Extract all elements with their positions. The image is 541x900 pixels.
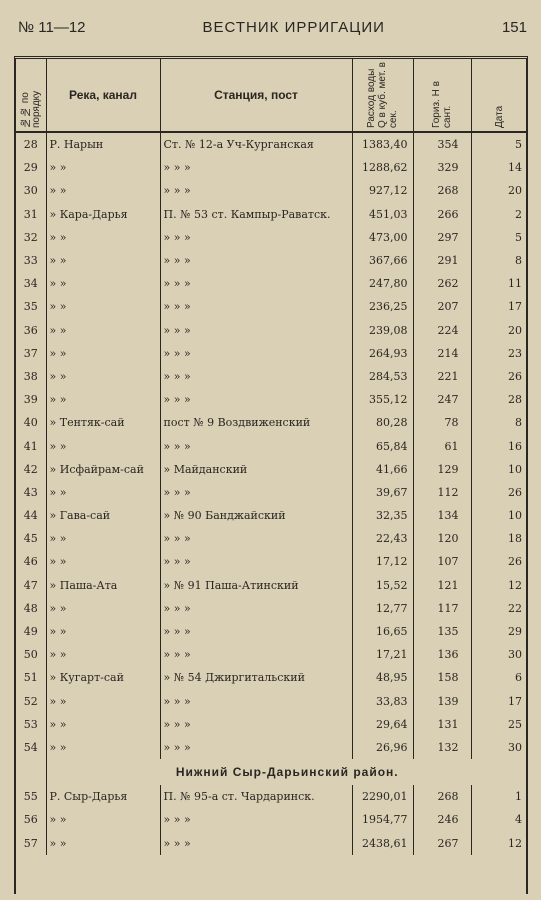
station-cell: » » » [160,808,352,831]
table-row [16,434,528,457]
gauge-cell: 61 [413,434,471,457]
discharge-cell: 17,21 [352,643,413,666]
river-cell: » Паша-Ата [46,574,160,597]
date-cell: 2 [515,207,522,221]
station-cell: » » » [160,481,352,504]
river-cell: » Тентяк-сай [46,411,160,434]
river-cell: » » [46,736,160,759]
date-cell: 1 [515,790,522,804]
discharge-cell: 247,80 [352,272,413,295]
river-cell: » » [46,342,160,365]
table-row [16,365,528,388]
discharge-cell: 26,96 [352,736,413,759]
row-number: 34 [16,272,46,295]
table-row [16,458,528,481]
date-cell: 30 [508,740,522,754]
station-cell: пост № 9 Воздвиженский [160,411,352,434]
table-row [16,736,528,759]
row-number: 36 [16,319,46,342]
river-cell: » Кугарт-сай [46,666,160,689]
table-row [16,179,528,202]
table-row [16,342,528,365]
river-cell: Р. Сыр-Дарья [46,785,160,808]
discharge-cell: 236,25 [352,295,413,318]
gauge-cell: 207 [413,295,471,318]
river-cell: » Исфайрам-сай [46,458,160,481]
date-cell: 25 [508,717,522,731]
date-cell: 16 [508,439,522,453]
table-row [16,319,528,342]
table-header-row [16,59,528,132]
table-row [16,690,528,713]
date-cell: 6 [515,671,522,685]
river-cell: » » [46,156,160,179]
river-cell: » » [46,527,160,550]
station-cell: » » » [160,272,352,295]
row-number: 51 [16,666,46,689]
discharge-cell: 2438,61 [352,831,413,854]
header-discharge: Расход воды Q в куб. мет. в сек. [352,59,413,132]
row-number: 31 [16,203,46,226]
discharge-cell: 32,35 [352,504,413,527]
row-number: 37 [16,342,46,365]
header-date: Дата [471,59,528,132]
station-cell: » № 54 Джиргитальский [160,666,352,689]
station-cell: » » » [160,226,352,249]
river-cell: » » [46,831,160,854]
date-cell: 5 [515,138,522,152]
station-cell: Ст. № 12-а Уч-Курганская [160,132,352,156]
discharge-cell: 12,77 [352,597,413,620]
date-cell: 8 [515,416,522,430]
river-cell: » » [46,365,160,388]
river-cell: » » [46,690,160,713]
row-number: 42 [16,458,46,481]
row-number: 28 [16,132,46,156]
gauge-cell: 262 [413,272,471,295]
station-cell: » » » [160,179,352,202]
river-cell: » » [46,643,160,666]
row-number: 45 [16,527,46,550]
gauge-cell: 329 [413,156,471,179]
gauge-cell: 158 [413,666,471,689]
row-number: 43 [16,481,46,504]
gauge-cell: 267 [413,831,471,854]
table-row [16,785,528,808]
date-cell: 8 [515,254,522,268]
row-number: 41 [16,434,46,457]
date-cell: 28 [508,393,522,407]
date-cell: 11 [508,277,522,291]
date-cell: 29 [508,625,522,639]
header-number: №№ по порядку [16,59,46,132]
station-cell: П. № 95-а ст. Чардаринск. [160,785,352,808]
river-cell: » » [46,226,160,249]
discharge-cell: 29,64 [352,713,413,736]
table-row [16,574,528,597]
row-number: 47 [16,574,46,597]
gauge-cell: 297 [413,226,471,249]
table-body-main [16,132,528,759]
gauge-cell: 129 [413,458,471,481]
station-cell: П. № 53 ст. Кампыр-Раватск. [160,203,352,226]
date-cell: 14 [508,161,522,175]
station-cell: » » » [160,365,352,388]
station-cell: » № 90 Банджайский [160,504,352,527]
station-cell: » » » [160,156,352,179]
gauge-cell: 268 [413,179,471,202]
running-head [18,14,527,40]
table-row [16,504,528,527]
river-cell: » » [46,388,160,411]
discharge-cell: 473,00 [352,226,413,249]
station-cell: » » » [160,527,352,550]
gauge-cell: 214 [413,342,471,365]
table-row [16,643,528,666]
station-cell: » » » [160,597,352,620]
discharge-cell: 1383,40 [352,132,413,156]
river-cell: » » [46,272,160,295]
table-row [16,249,528,272]
row-number: 32 [16,226,46,249]
date-cell: 12 [508,578,522,592]
gauge-cell: 134 [413,504,471,527]
discharge-cell: 1954,77 [352,808,413,831]
station-cell: » » » [160,736,352,759]
gauge-cell: 354 [413,132,471,156]
discharge-cell: 48,95 [352,666,413,689]
gauge-cell: 135 [413,620,471,643]
row-number: 49 [16,620,46,643]
gauge-cell: 117 [413,597,471,620]
discharge-cell: 17,12 [352,550,413,573]
date-cell: 20 [508,323,522,337]
river-cell: » » [46,319,160,342]
header-station: Станция, пост [160,59,352,132]
discharge-cell: 451,03 [352,203,413,226]
date-cell: 26 [508,485,522,499]
river-cell: » » [46,434,160,457]
table-row [16,527,528,550]
river-cell: Р. Нарын [46,132,160,156]
station-cell: » » » [160,295,352,318]
station-cell: » » » [160,249,352,272]
discharge-cell: 22,43 [352,527,413,550]
table-row [16,272,528,295]
date-cell: 5 [515,230,522,244]
station-cell: » » » [160,388,352,411]
station-cell: » » » [160,550,352,573]
discharge-cell: 239,08 [352,319,413,342]
gauge-cell: 139 [413,690,471,713]
row-number: 53 [16,713,46,736]
discharge-cell: 39,67 [352,481,413,504]
river-cell: » » [46,249,160,272]
date-cell: 10 [508,462,522,476]
section-title: Нижний Сыр-Дарьинский район. [175,765,399,780]
station-cell: » № 91 Паша-Атинский [160,574,352,597]
discharge-cell: 284,53 [352,365,413,388]
date-cell: 18 [508,532,522,546]
discharge-cell: 41,66 [352,458,413,481]
station-cell: » Майданский [160,458,352,481]
gauge-cell: 221 [413,365,471,388]
river-cell: » Гава-сай [46,504,160,527]
discharge-cell: 15,52 [352,574,413,597]
row-number: 48 [16,597,46,620]
station-cell: » » » [160,342,352,365]
river-cell: » » [46,713,160,736]
section-heading-row [16,759,528,785]
gauge-cell: 132 [413,736,471,759]
river-cell: » » [46,597,160,620]
row-number: 55 [16,785,46,808]
date-cell: 26 [508,369,522,383]
gauge-cell: 112 [413,481,471,504]
row-number: 33 [16,249,46,272]
row-number: 56 [16,808,46,831]
gauge-cell: 121 [413,574,471,597]
date-cell: 17 [508,694,522,708]
discharge-table [16,59,528,855]
discharge-cell: 367,66 [352,249,413,272]
date-cell: 20 [508,184,522,198]
discharge-cell: 927,12 [352,179,413,202]
date-cell: 17 [508,300,522,314]
row-number: 50 [16,643,46,666]
row-number: 40 [16,411,46,434]
date-cell: 12 [508,836,522,850]
station-cell: » » » [160,620,352,643]
station-cell: » » » [160,434,352,457]
journal-title: ВЕСТНИК ИРРИГАЦИИ [202,18,385,36]
river-cell: » » [46,550,160,573]
table-row [16,550,528,573]
station-cell: » » » [160,831,352,854]
discharge-cell: 2290,01 [352,785,413,808]
issue-number: № 11—12 [18,18,86,36]
table-row [16,620,528,643]
gauge-cell: 107 [413,550,471,573]
table-row [16,713,528,736]
row-number: 54 [16,736,46,759]
gauge-cell: 131 [413,713,471,736]
table-row [16,666,528,689]
row-number: 29 [16,156,46,179]
discharge-cell: 65,84 [352,434,413,457]
table-row [16,226,528,249]
station-cell: » » » [160,713,352,736]
gauge-cell: 291 [413,249,471,272]
discharge-cell: 264,93 [352,342,413,365]
table-row [16,831,528,854]
gauge-cell: 266 [413,203,471,226]
river-cell: » Кара-Дарья [46,203,160,226]
header-river: Река, канал [46,59,160,132]
table-row [16,295,528,318]
gauge-cell: 268 [413,785,471,808]
table-row [16,203,528,226]
row-number: 52 [16,690,46,713]
table-body-section [16,785,528,855]
date-cell: 4 [515,813,522,827]
page-number: 151 [501,18,527,36]
river-cell: » » [46,808,160,831]
row-number: 30 [16,179,46,202]
row-number: 46 [16,550,46,573]
table-row [16,808,528,831]
table-row [16,132,528,156]
gauge-cell: 247 [413,388,471,411]
date-cell: 22 [508,601,522,615]
discharge-cell: 33,83 [352,690,413,713]
table-row [16,156,528,179]
river-cell: » » [46,481,160,504]
row-number: 38 [16,365,46,388]
date-cell: 23 [508,346,522,360]
row-number: 44 [16,504,46,527]
date-cell: 30 [508,648,522,662]
date-cell: 26 [508,555,522,569]
river-cell: » » [46,179,160,202]
table-row [16,411,528,434]
section-block [16,759,528,785]
row-number: 57 [16,831,46,854]
table-row [16,597,528,620]
gauge-cell: 246 [413,808,471,831]
river-cell: » » [46,620,160,643]
table-row [16,388,528,411]
station-cell: » » » [160,319,352,342]
discharge-cell: 355,12 [352,388,413,411]
data-table-frame [14,56,528,894]
date-cell: 10 [508,509,522,523]
gauge-cell: 78 [413,411,471,434]
table-row [16,481,528,504]
station-cell: » » » [160,643,352,666]
river-cell: » » [46,295,160,318]
row-number: 35 [16,295,46,318]
discharge-cell: 80,28 [352,411,413,434]
discharge-cell: 16,65 [352,620,413,643]
gauge-cell: 224 [413,319,471,342]
discharge-cell: 1288,62 [352,156,413,179]
station-cell: » » » [160,690,352,713]
header-gauge: Гориз. Н в сант. [413,59,471,132]
gauge-cell: 136 [413,643,471,666]
row-number: 39 [16,388,46,411]
gauge-cell: 120 [413,527,471,550]
